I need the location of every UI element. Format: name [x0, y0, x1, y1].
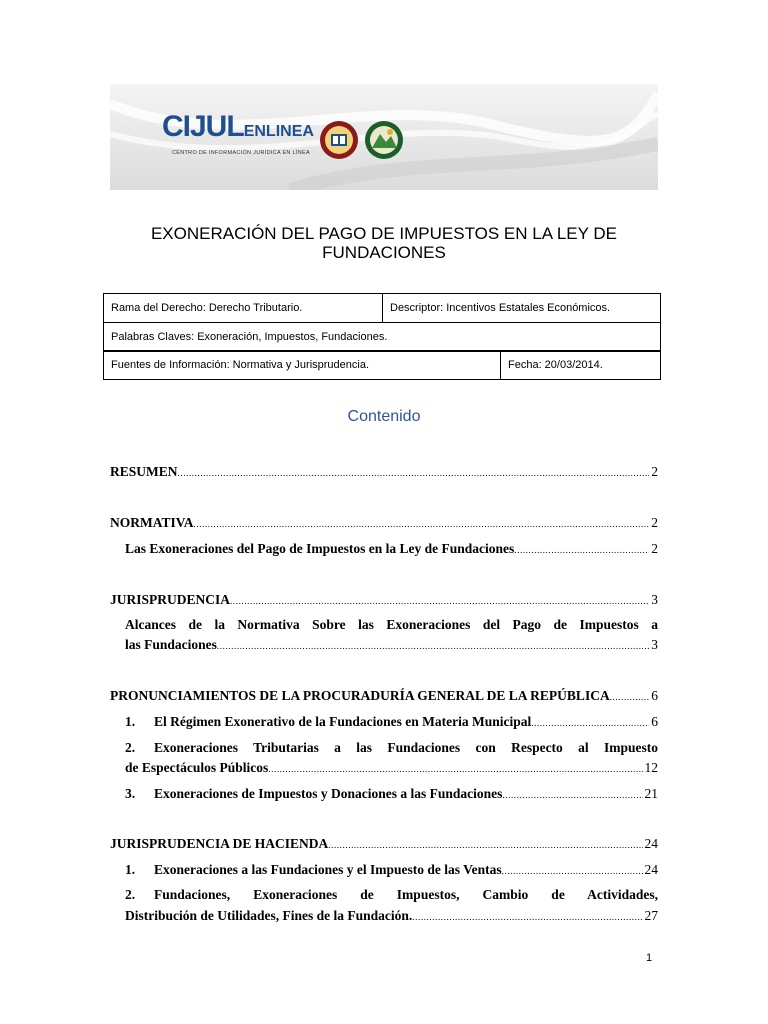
logo-subtitle: CENTRO DE INFORMACIÓN JURÍDICA EN LÍNEA: [172, 150, 310, 156]
toc-leader: [502, 790, 642, 800]
toc-entry-hacienda-2-line1[interactable]: [125, 887, 658, 903]
toc-label: Fundaciones, Exoneraciones de Impuestos, Cambio de Actividades,: [154, 887, 658, 902]
toc-entry-hacienda[interactable]: [110, 836, 658, 852]
toc-entry-hacienda-2[interactable]: [125, 908, 658, 924]
toc-leader: [514, 545, 649, 555]
toc-entry-procuraduria[interactable]: [110, 688, 658, 704]
toc-page: 21: [644, 786, 658, 801]
toc-leader: [531, 718, 649, 728]
toc-label: RESUMEN: [110, 464, 178, 479]
logo-cijul: CIJULENLINEA: [162, 110, 314, 143]
title-line-1: EXONERACIÓN DEL PAGO DE IMPUESTOS EN LA LEY DE: [150, 224, 618, 243]
university-seal-icon: [319, 120, 359, 160]
toc-entry-jurisprudencia-1-line1[interactable]: Alcances de la Normativa Sobre las Exoneraciones del Pago de Impuestos a: [125, 617, 658, 632]
toc-entry-normativa[interactable]: [110, 515, 658, 531]
toc-leader: [412, 912, 642, 922]
toc-page: 12: [644, 760, 658, 775]
toc-label: El Régimen Exonerativo de la Fundaciones en Materia Municipal: [154, 714, 532, 729]
toc-label: Exoneraciones Tributarias a las Fundaciones con Respecto al Impuesto: [154, 740, 658, 755]
toc-leader: [217, 641, 649, 651]
toc-label: Exoneraciones de Impuestos y Donaciones a las Fundaciones: [154, 786, 503, 801]
toc-page: 6: [651, 714, 658, 729]
toc-page: 2: [651, 541, 658, 556]
fecha-cell: Fecha: 20/03/2014.: [501, 351, 661, 380]
toc-leader: [194, 519, 650, 529]
toc-leader: [268, 764, 642, 774]
toc-label: Distribución de Utilidades, Fines de la Fundación.: [125, 908, 413, 923]
toc-page: 24: [644, 862, 658, 877]
descriptor-cell: Descriptor: Incentivos Estatales Económicos.: [383, 294, 661, 323]
toc-entry-normativa-1[interactable]: [125, 541, 658, 557]
toc-entry-procuraduria-3[interactable]: [125, 786, 658, 802]
document-title: [100, 224, 668, 262]
faculty-seal-icon: [364, 120, 404, 160]
title-line-2: FUNDACIONES: [322, 243, 446, 262]
toc-number: 2.: [125, 740, 136, 755]
toc-entry-jurisprudencia-1[interactable]: [125, 637, 658, 653]
rama-cell: Rama del Derecho: Derecho Tributario.: [104, 294, 383, 323]
toc-label: Exoneraciones a las Fundaciones y el Impuesto de las Ventas: [154, 862, 502, 877]
toc-number: 3.: [125, 786, 136, 801]
toc-label: Las Exoneraciones del Pago de Impuestos en la Ley de Fundaciones: [125, 541, 515, 556]
palabras-cell: Palabras Claves: Exoneración, Impuestos, Fundaciones.: [104, 323, 661, 352]
toc-entry-procuraduria-2-line1[interactable]: [125, 740, 658, 756]
toc-leader: [230, 596, 649, 606]
toc-number: 2.: [125, 887, 136, 902]
toc-leader: [178, 468, 650, 478]
toc-number: 1.: [125, 862, 136, 877]
toc-entry-resumen[interactable]: [110, 464, 658, 480]
toc-page: 24: [644, 836, 658, 851]
toc-entry-procuraduria-1[interactable]: [125, 714, 658, 730]
page-number: 1: [646, 952, 653, 964]
toc-label: PRONUNCIAMIENTOS DE LA PROCURADURÍA GENERAL DE LA REPÚBLICA: [110, 688, 610, 703]
info-table-row3: [103, 350, 661, 380]
fuentes-cell: Fuentes de Información: Normativa y Jurisprudencia.: [104, 351, 501, 380]
toc-entry-jurisprudencia[interactable]: [110, 592, 658, 608]
toc-page: 2: [651, 464, 658, 479]
toc-page: 3: [651, 592, 658, 607]
toc-entry-procuraduria-2[interactable]: [125, 760, 658, 776]
toc-page: 27: [644, 908, 658, 923]
toc-entry-hacienda-1[interactable]: [125, 862, 658, 878]
toc-page: 3: [651, 637, 658, 652]
header-banner: [110, 84, 658, 190]
info-table: [103, 293, 661, 352]
toc-leader: [502, 866, 643, 876]
toc-number: 1.: [125, 714, 136, 729]
toc-label: las Fundaciones: [125, 637, 217, 652]
toc-label: NORMATIVA: [110, 515, 194, 530]
toc-heading: Contenido: [347, 408, 421, 425]
toc-page: 2: [651, 515, 658, 530]
toc-leader: [328, 840, 642, 850]
toc-label: JURISPRUDENCIA: [110, 592, 231, 607]
toc-page: 6: [651, 688, 658, 703]
toc-label: de Espectáculos Públicos: [125, 760, 269, 775]
toc-label: JURISPRUDENCIA DE HACIENDA: [110, 836, 329, 851]
toc-leader: [610, 692, 650, 702]
